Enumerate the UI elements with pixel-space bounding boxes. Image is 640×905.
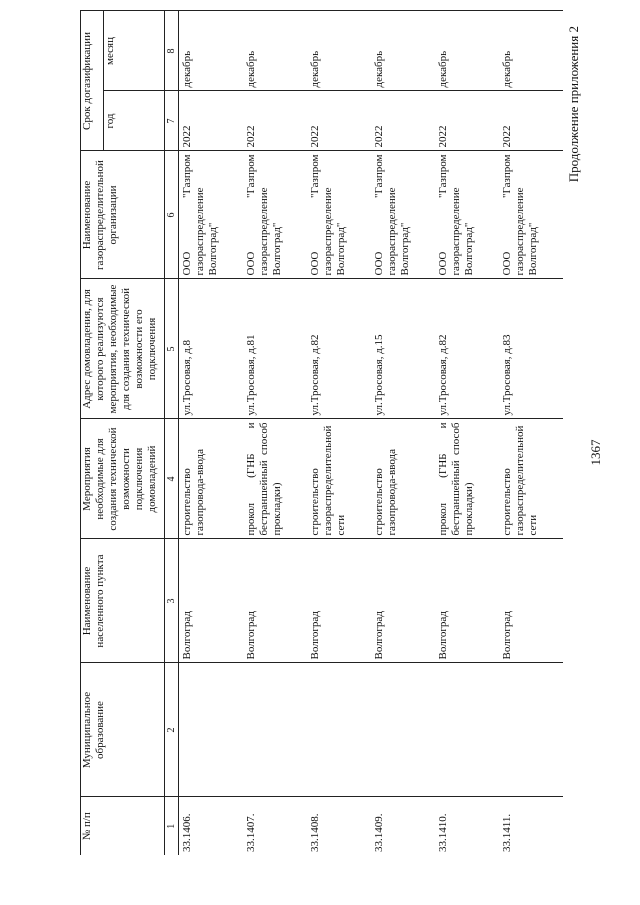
row-org: ООО "Газпром газораспределение Волгоград" <box>499 151 563 279</box>
row-address: ул.Тросовая, д.81 <box>243 279 307 419</box>
table-row <box>243 11 307 855</box>
row-settlement: Волгоград <box>499 539 563 663</box>
row-year: 2022 <box>179 91 244 151</box>
column-number-row <box>165 11 179 855</box>
row-year: 2022 <box>243 91 307 151</box>
header-org: Наименование газораспределительной организации <box>81 151 165 279</box>
header-address: Адрес домовладения, для которого реализуются мероприятия, необходимые для создания технической возможности его подключения <box>81 279 165 419</box>
row-month: декабрь <box>307 11 371 91</box>
table-row <box>435 11 499 855</box>
row-municipality <box>371 663 435 797</box>
gasification-table <box>80 10 563 855</box>
header-num: № п/п <box>81 797 165 855</box>
column-number: 1 <box>165 797 179 855</box>
column-number: 7 <box>165 91 179 151</box>
table-row <box>499 11 563 855</box>
row-measures: строительство газораспределительной сети <box>499 419 563 539</box>
column-number: 8 <box>165 11 179 91</box>
row-month: декабрь <box>371 11 435 91</box>
row-municipality <box>499 663 563 797</box>
row-year: 2022 <box>499 91 563 151</box>
row-org: ООО "Газпром газораспределение Волгоград" <box>179 151 244 279</box>
row-municipality <box>179 663 244 797</box>
row-org: ООО "Газпром газораспределение Волгоград" <box>307 151 371 279</box>
table-row <box>179 11 244 855</box>
row-municipality <box>435 663 499 797</box>
row-address: ул.Тросовая, д.82 <box>435 279 499 419</box>
header-measures: Мероприятия необходимые для создания технической возможности подключения домовладений <box>81 419 165 539</box>
header-municipality: Муниципальное образование <box>81 663 165 797</box>
row-year: 2022 <box>307 91 371 151</box>
row-settlement: Волгоград <box>179 539 244 663</box>
column-number: 5 <box>165 279 179 419</box>
row-num: 33.1406. <box>179 797 244 855</box>
row-org: ООО "Газпром газораспределение Волгоград" <box>243 151 307 279</box>
row-year: 2022 <box>435 91 499 151</box>
row-address: ул.Тросовая, д.83 <box>499 279 563 419</box>
row-settlement: Волгоград <box>243 539 307 663</box>
row-settlement: Волгоград <box>435 539 499 663</box>
row-org: ООО "Газпром газораспределение Волгоград" <box>371 151 435 279</box>
row-measures: строительство газопровода-ввода <box>371 419 435 539</box>
header-month: месяц <box>104 11 165 91</box>
row-address: ул.Тросовая, д.82 <box>307 279 371 419</box>
row-num: 33.1411. <box>499 797 563 855</box>
row-municipality <box>243 663 307 797</box>
row-num: 33.1407. <box>243 797 307 855</box>
table-row <box>371 11 435 855</box>
row-num: 33.1409. <box>371 797 435 855</box>
row-measures: строительство газораспределительной сети <box>307 419 371 539</box>
row-month: декабрь <box>499 11 563 91</box>
header-row <box>81 11 104 855</box>
header-year: год <box>104 91 165 151</box>
row-num: 33.1410. <box>435 797 499 855</box>
column-number: 4 <box>165 419 179 539</box>
header-term: Срок догазификации <box>81 11 104 151</box>
header-settlement: Наименование населенного пункта <box>81 539 165 663</box>
row-settlement: Волгоград <box>371 539 435 663</box>
row-month: декабрь <box>243 11 307 91</box>
row-measures: прокол (ГНБ и бестраншейный способ прокладки) <box>435 419 499 539</box>
row-settlement: Волгоград <box>307 539 371 663</box>
page-number: 1367 <box>588 439 603 466</box>
row-address: ул.Тросовая, д.8 <box>179 279 244 419</box>
row-month: декабрь <box>179 11 244 91</box>
row-address: ул.Тросовая, д.15 <box>371 279 435 419</box>
row-num: 33.1408. <box>307 797 371 855</box>
row-org: ООО "Газпром газораспределение Волгоград" <box>435 151 499 279</box>
table-row <box>307 11 371 855</box>
row-measures: строительство газопровода-ввода <box>179 419 244 539</box>
column-number: 3 <box>165 539 179 663</box>
row-municipality <box>307 663 371 797</box>
row-month: декабрь <box>435 11 499 91</box>
row-measures: прокол (ГНБ и бестраншейный способ прокладки) <box>243 419 307 539</box>
row-year: 2022 <box>371 91 435 151</box>
column-number: 6 <box>165 151 179 279</box>
column-number: 2 <box>165 663 179 797</box>
continuation-title: Продолжение приложения 2 <box>566 26 581 183</box>
